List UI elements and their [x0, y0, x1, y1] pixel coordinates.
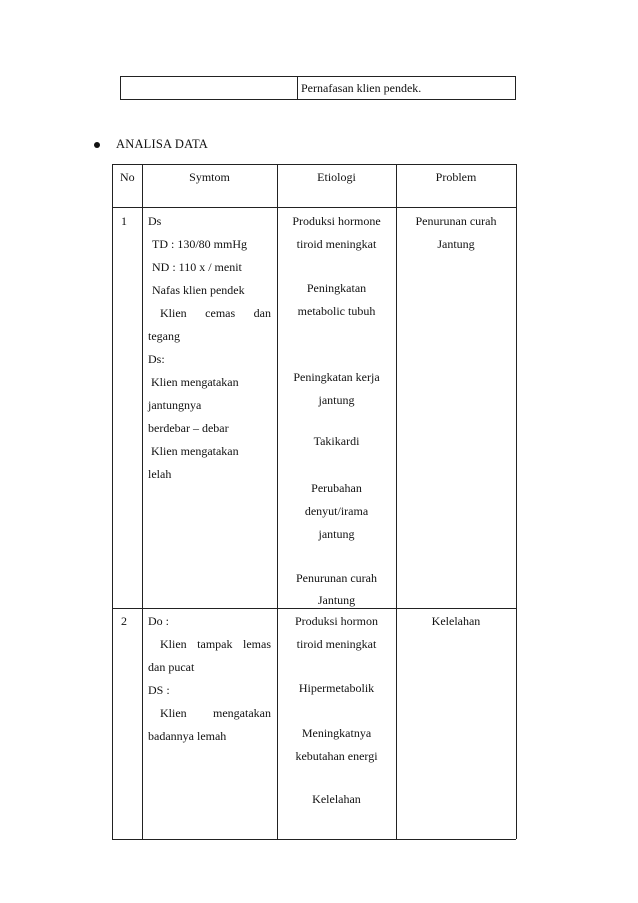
symtom-line: jantungnya [148, 398, 202, 412]
table-border [112, 839, 516, 840]
word: mengatakan [213, 706, 271, 720]
table-border [142, 164, 143, 839]
etiologi-line: kebutahan energi [295, 749, 378, 763]
table-border [112, 164, 516, 165]
etiologi-line: tiroid meningkat [296, 237, 377, 251]
etiologi-line: Produksi hormone [292, 214, 381, 228]
word: lemas [243, 637, 271, 651]
symtom-line: ND : 110 x / menit [152, 260, 242, 274]
word: dan [253, 306, 271, 320]
symtom-line: lelah [148, 467, 172, 481]
table-cell: Pernafasan klien pendek. [301, 81, 422, 95]
table-border [396, 164, 397, 839]
table-border [112, 207, 516, 208]
symtom-line: DS : [148, 683, 170, 697]
symtom-line: badannya lemah [148, 729, 227, 743]
etiologi-line: Meningkatnya [301, 726, 372, 740]
etiologi-line: tiroid meningkat [296, 637, 377, 651]
table-border [112, 164, 113, 839]
symtom-line: tegang [148, 329, 180, 343]
word: Klien [160, 706, 187, 720]
section-heading: ANALISA DATA [116, 137, 209, 151]
symtom-line: Ds: [148, 352, 165, 366]
etiologi-line: jantung [318, 393, 355, 407]
column-header-problem: Problem [435, 170, 477, 184]
word: tampak [197, 637, 233, 651]
etiologi-line: denyut/irama [304, 504, 369, 518]
etiologi-line: Perubahan [311, 481, 362, 495]
table-border [112, 608, 516, 609]
table-border [516, 164, 517, 839]
column-header-no: No [120, 170, 135, 184]
symtom-line [160, 637, 271, 652]
symtom-line: TD : 130/80 mmHg [152, 237, 247, 251]
symtom-line [160, 706, 271, 721]
etiologi-line: jantung [318, 527, 355, 541]
etiologi-line: metabolic tubuh [297, 304, 376, 318]
symtom-line: dan pucat [148, 660, 195, 674]
etiologi-line: Penurunan curah [296, 571, 377, 585]
symtom-line: Klien mengatakan [151, 375, 239, 389]
column-header-etiologi: Etiologi [317, 170, 356, 184]
column-header-symtom: Symtom [189, 170, 230, 184]
bullet-icon [94, 142, 100, 148]
analysis-data-table [112, 164, 516, 839]
word: cemas [205, 306, 236, 320]
symtom-line: berdebar – debar [148, 421, 229, 435]
symtom-line: Ds [148, 214, 162, 228]
word: Klien [160, 637, 187, 651]
table-column-divider [297, 77, 298, 99]
etiologi-line: Takikardi [313, 434, 360, 448]
etiologi-line: Jantung [317, 593, 356, 607]
row-number: 1 [121, 214, 127, 228]
problem-line: Kelelahan [431, 614, 481, 628]
etiologi-line: Kelelahan [312, 792, 361, 806]
etiologi-line: Produksi hormon [294, 614, 378, 628]
symtom-line: Nafas klien pendek [152, 283, 245, 297]
problem-line: Jantung [437, 237, 475, 251]
symtom-line: Klien mengatakan [151, 444, 239, 458]
problem-line: Penurunan curah [415, 214, 497, 228]
row-number: 2 [121, 614, 127, 628]
word: Klien [160, 306, 187, 320]
symtom-line: Do : [148, 614, 169, 628]
etiologi-line: Hipermetabolik [298, 681, 375, 695]
symtom-line [160, 306, 271, 321]
previous-table-fragment [120, 76, 516, 100]
etiologi-line: Peningkatan [306, 281, 367, 295]
etiologi-line: Peningkatan kerja [293, 370, 380, 384]
